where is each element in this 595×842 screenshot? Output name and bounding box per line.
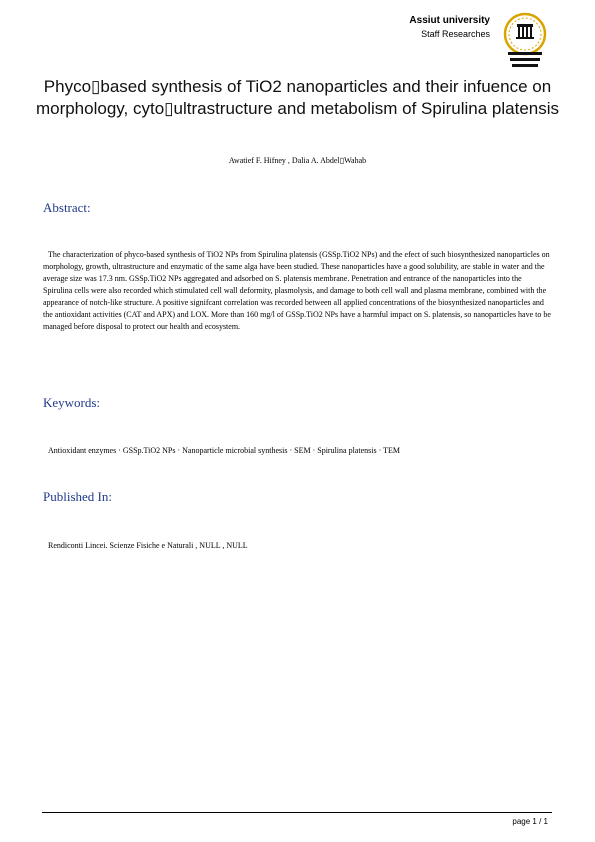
keywords-heading: Keywords: bbox=[43, 395, 101, 410]
paper-authors: Awatief F. Hifney , Dalia A. Abdel▯Wahab bbox=[228, 156, 367, 165]
header-organization bbox=[409, 15, 490, 39]
university-logo bbox=[500, 12, 550, 70]
footer-divider bbox=[42, 812, 552, 813]
abstract-heading: Abstract: bbox=[43, 200, 91, 215]
page-number: page 1 / 1 bbox=[512, 817, 548, 826]
keywords-list: Antioxidant enzymes · GSSp.TiO2 NPs · Nanoparticle microbial synthesis · SEM · Spirulina platensis · TEM bbox=[48, 446, 400, 455]
paper-title: Phyco▯based synthesis of TiO2 nanoparticles and their infuence on morphology, cyto▯ultrastructure and metabolism of Spirulina platensis bbox=[35, 77, 560, 118]
abstract-text: The characterization of phyco-based synthesis of TiO2 NPs from Spirulina platensis (GSSp.TiO2 NPs) and the efect of such biosynthesized nanoparticles on morphology, growth, ultrastructure and enzymatic of the same alga have been studied. These nanoparticles have a good solubility, are stable in water and the average size was 17.3 nm. GSSp.TiO2 NPs aggregated and adsorbed on S. platensis membrane. Penetration and entrance of the nanoparticles into the Spirulina cells were also recorded which stimulated cell wall deformity, plasmolysis, and damage to both cell wall and plasma membrane, combined with the appearance of notch-like structure. A positive signifcant correlation was recorded between all applied concentrations of the biosynthesized nanoparticles and the antioxidant activities (CAT and APX) and LOX. More than 160 mg/l of GSSp.TiO2 NPs have a harmful impact on S. platensis, so nanoparticles have to be managed before disposal to protect our health and ecosystem. bbox=[43, 250, 551, 331]
abstract-body bbox=[43, 249, 551, 333]
published-heading: Published In: bbox=[43, 489, 112, 504]
department-name: Staff Researches bbox=[421, 29, 490, 39]
university-name: Assiut university bbox=[409, 15, 490, 26]
published-in-text: Rendiconti Lincei. Scienze Fisiche e Naturali , NULL , NULL bbox=[48, 541, 248, 550]
